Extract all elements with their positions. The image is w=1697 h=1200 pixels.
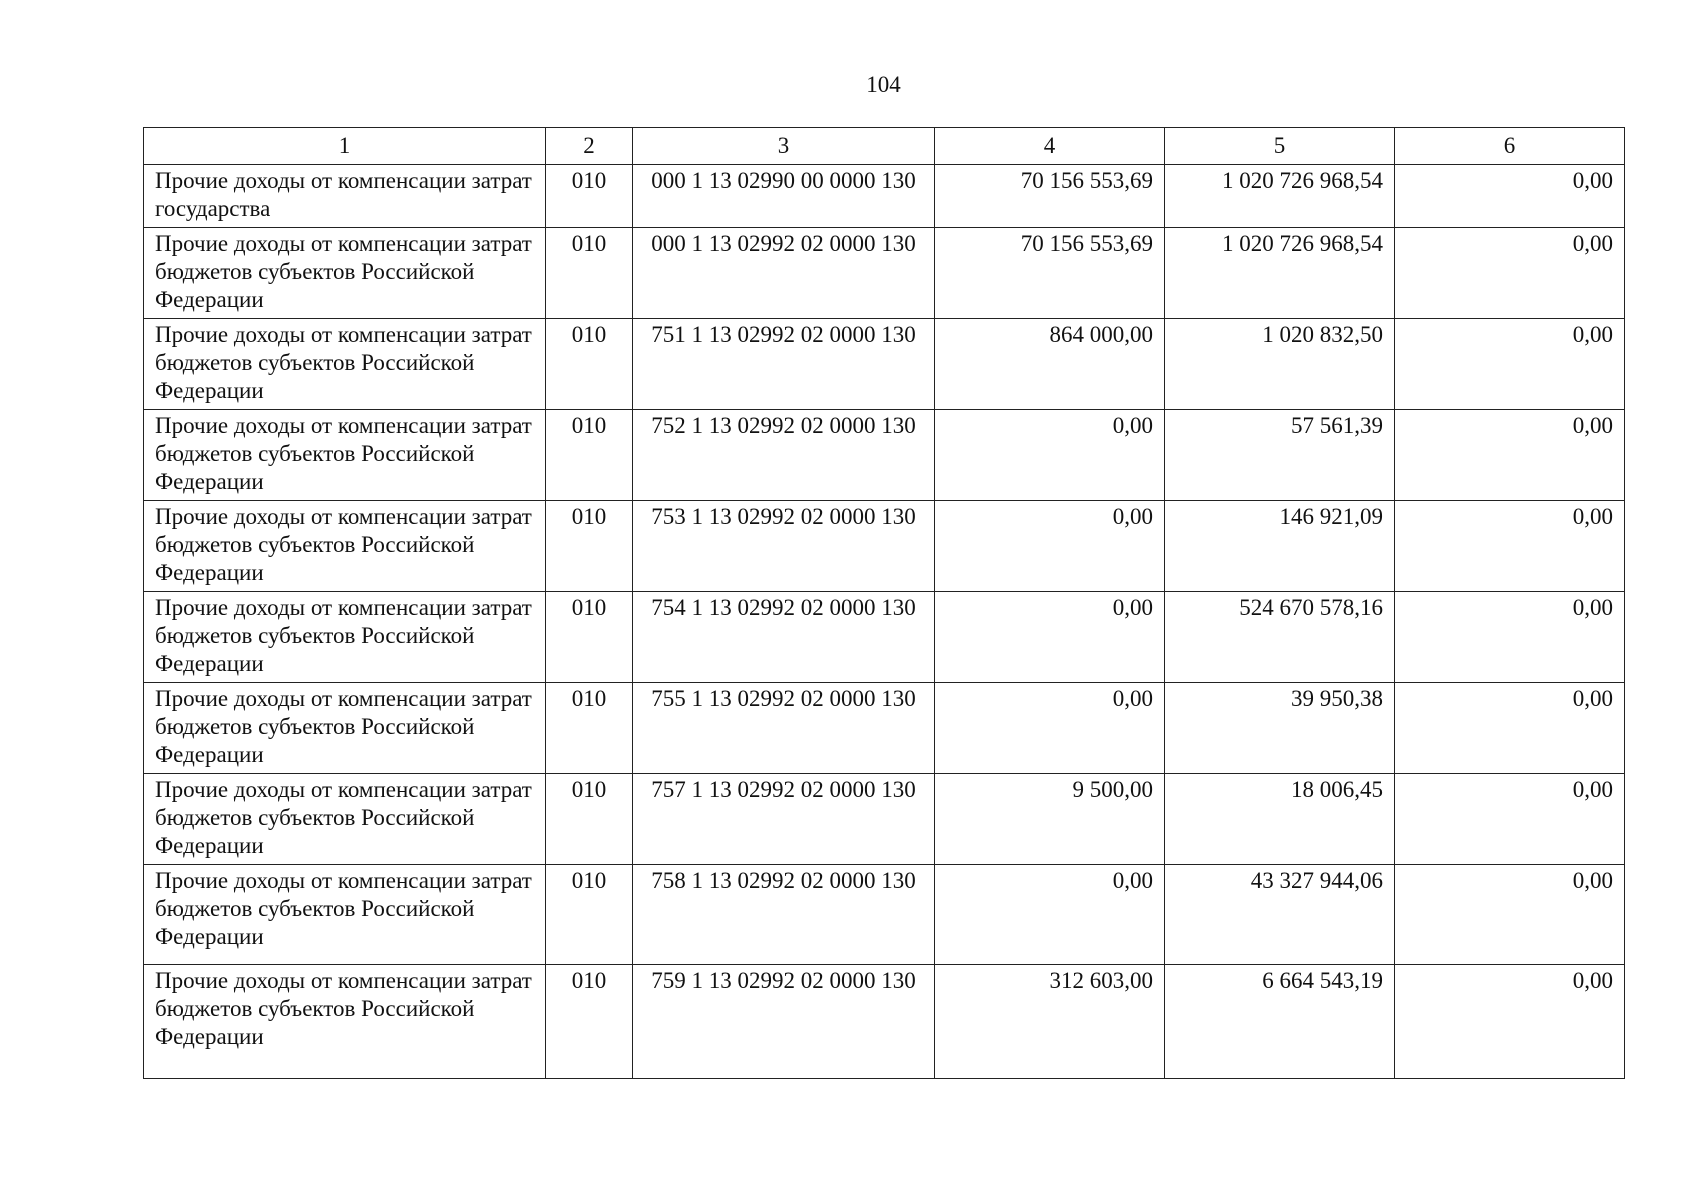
row-col4-cell: 9 500,00 [935,774,1165,865]
row-line-code-cell: 010 [546,410,633,501]
row-name-cell: Прочие доходы от компенсации затрат бюджетов субъектов Российской Федерации [144,228,546,319]
row-line-code-cell: 010 [546,965,633,1079]
row-col5-cell: 43 327 944,06 [1165,865,1395,965]
row-col5-cell: 1 020 832,50 [1165,319,1395,410]
row-col5-cell: 1 020 726 968,54 [1165,165,1395,228]
row-col4-cell: 0,00 [935,865,1165,965]
table-row [144,774,1625,865]
row-line-code-cell: 010 [546,683,633,774]
column-header-1: 1 [144,128,546,165]
row-col4-cell: 0,00 [935,410,1165,501]
row-budget-code-cell: 000 1 13 02992 02 0000 130 [633,228,935,319]
row-col4-cell: 70 156 553,69 [935,165,1165,228]
row-budget-code-cell: 755 1 13 02992 02 0000 130 [633,683,935,774]
row-col6-cell: 0,00 [1395,501,1625,592]
row-line-code-cell: 010 [546,165,633,228]
row-line-code-cell: 010 [546,865,633,965]
table-row [144,592,1625,683]
row-col4-cell: 70 156 553,69 [935,228,1165,319]
row-name-cell: Прочие доходы от компенсации затрат бюджетов субъектов Российской Федерации [144,774,546,865]
row-name-cell: Прочие доходы от компенсации затрат бюджетов субъектов Российской Федерации [144,683,546,774]
table-row [144,228,1625,319]
row-col6-cell: 0,00 [1395,592,1625,683]
row-name-cell: Прочие доходы от компенсации затрат бюджетов субъектов Российской Федерации [144,592,546,683]
row-budget-code-cell: 759 1 13 02992 02 0000 130 [633,965,935,1079]
row-col4-cell: 0,00 [935,501,1165,592]
table-row [144,965,1625,1079]
row-name-cell: Прочие доходы от компенсации затрат бюджетов субъектов Российской Федерации [144,965,546,1079]
table-row [144,165,1625,228]
row-col4-cell: 0,00 [935,592,1165,683]
column-header-5: 5 [1165,128,1395,165]
table-row [144,410,1625,501]
row-budget-code-cell: 752 1 13 02992 02 0000 130 [633,410,935,501]
row-col5-cell: 18 006,45 [1165,774,1395,865]
row-col6-cell: 0,00 [1395,774,1625,865]
row-line-code-cell: 010 [546,774,633,865]
row-col4-cell: 864 000,00 [935,319,1165,410]
table-row [144,683,1625,774]
row-line-code-cell: 010 [546,319,633,410]
row-col6-cell: 0,00 [1395,165,1625,228]
row-name-cell: Прочие доходы от компенсации затрат государства [144,165,546,228]
table-row [144,319,1625,410]
column-header-3: 3 [633,128,935,165]
row-col5-cell: 6 664 543,19 [1165,965,1395,1079]
row-col6-cell: 0,00 [1395,228,1625,319]
row-col6-cell: 0,00 [1395,683,1625,774]
row-line-code-cell: 010 [546,228,633,319]
page-number: 104 [866,72,901,97]
budget-revenue-table [143,127,1625,1079]
row-budget-code-cell: 000 1 13 02990 00 0000 130 [633,165,935,228]
row-line-code-cell: 010 [546,501,633,592]
row-col5-cell: 1 020 726 968,54 [1165,228,1395,319]
row-budget-code-cell: 757 1 13 02992 02 0000 130 [633,774,935,865]
row-budget-code-cell: 753 1 13 02992 02 0000 130 [633,501,935,592]
row-col5-cell: 39 950,38 [1165,683,1395,774]
row-col6-cell: 0,00 [1395,865,1625,965]
row-col5-cell: 146 921,09 [1165,501,1395,592]
table-row [144,501,1625,592]
column-header-4: 4 [935,128,1165,165]
row-col6-cell: 0,00 [1395,319,1625,410]
row-col4-cell: 312 603,00 [935,965,1165,1079]
row-budget-code-cell: 751 1 13 02992 02 0000 130 [633,319,935,410]
row-col5-cell: 57 561,39 [1165,410,1395,501]
column-header-6: 6 [1395,128,1625,165]
row-budget-code-cell: 754 1 13 02992 02 0000 130 [633,592,935,683]
header-row [144,128,1625,165]
row-col5-cell: 524 670 578,16 [1165,592,1395,683]
row-col6-cell: 0,00 [1395,965,1625,1079]
column-header-2: 2 [546,128,633,165]
row-name-cell: Прочие доходы от компенсации затрат бюджетов субъектов Российской Федерации [144,865,546,965]
row-name-cell: Прочие доходы от компенсации затрат бюджетов субъектов Российской Федерации [144,410,546,501]
table-row [144,865,1625,965]
row-name-cell: Прочие доходы от компенсации затрат бюджетов субъектов Российской Федерации [144,319,546,410]
row-col4-cell: 0,00 [935,683,1165,774]
row-col6-cell: 0,00 [1395,410,1625,501]
row-name-cell: Прочие доходы от компенсации затрат бюджетов субъектов Российской Федерации [144,501,546,592]
row-budget-code-cell: 758 1 13 02992 02 0000 130 [633,865,935,965]
row-line-code-cell: 010 [546,592,633,683]
